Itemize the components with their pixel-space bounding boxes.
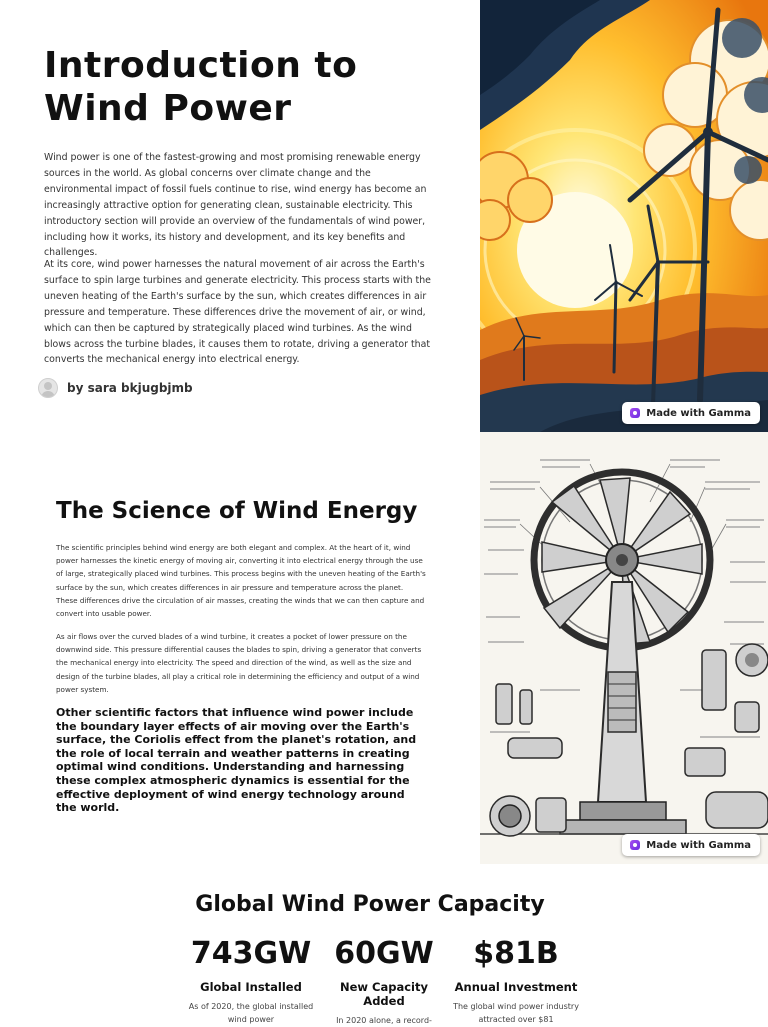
gamma-logo-icon [630, 408, 640, 418]
stat-value: 60GW [334, 936, 434, 971]
stat-label: New Capacity Added [340, 980, 428, 1008]
slide2-paragraph-2: As air flows over the curved blades of a wind turbine, it creates a pocket of lower pressure on the downwind side. This pressure differential causes the blades to spin, driving a generator that converts the mechanical energy into electricity. The speed and direction of the wind, as well as the size and design of the turbine blades, all play a critical role in determining the efficiency and output of a wind power system. [56, 632, 422, 694]
gamma-logo-icon [630, 840, 640, 850]
wind-turbines-illustration [480, 0, 768, 432]
slide1-title [44, 44, 444, 130]
stat-new-capacity [318, 934, 450, 1027]
slide1-title-line1: Introduction to [44, 45, 358, 86]
wind-turbine-schematic-image [480, 432, 768, 864]
stat-value: 743GW [190, 936, 312, 971]
stat-global-installed [185, 934, 317, 1026]
author-name: by sara bkjugbjmb [67, 381, 193, 395]
badge-label: Made with Gamma [646, 407, 751, 419]
badge-label: Made with Gamma [646, 839, 751, 851]
user-avatar-icon [38, 378, 58, 398]
slide1-paragraph-1: Wind power is one of the fastest-growing and most promising renewable energy sources in the world. As global concerns over climate change and the environmental impact of fossil fuels continue to rise, wind energy has become an increasingly attractive option for generating clean, sustainable electricity. This introductory section will provide an overview of the fundamentals of wind power, including how it works, its history and development, and its key benefits and challenges. [44, 152, 427, 259]
stat-description: In 2020 alone, a record- [336, 1016, 432, 1025]
stat-description: The global wind power industry attracted over $81 [453, 1002, 579, 1024]
stat-annual-investment [450, 934, 582, 1026]
stat-label: Annual Investment [454, 980, 578, 994]
slide3-title: Global Wind Power Capacity [195, 892, 545, 917]
author-byline [38, 377, 193, 399]
stat-label: Global Installed [200, 980, 302, 994]
wind-turbines-sunset-image [480, 0, 768, 432]
slide2-bold-paragraph: Other scientific factors that influence wind power include the boundary layer effects of air moving over the Earth's surface, the Coriolis effect from the planet's rotation, and the role of local terrain and weather patterns in creating optimal wind conditions. Understanding and harnessing these complex atmospheric dynamics is essential for the effective deployment of wind energy technology around the world. [56, 706, 417, 815]
slide1-paragraph-2: At its core, wind power harnesses the natural movement of air across the Earth's surface to spin large turbines and generate electricity. This process starts with the uneven heating of the Earth's surface by the sun, which creates differences in air pressure and temperature. These differences drive the movement of air, or wind, which can then be captured by strategically placed wind turbines. As the wind blows across the turbine blades, it causes them to rotate, driving a generator that converts the mechanical energy into electrical energy. [44, 259, 431, 366]
stat-value: $81B [473, 936, 559, 971]
stat-description: As of 2020, the global installed wind power [188, 1002, 314, 1024]
made-with-gamma-badge[interactable] [622, 402, 760, 424]
slide1-title-line2: Wind Power [44, 88, 292, 129]
turbine-schematic-illustration [480, 432, 768, 864]
made-with-gamma-badge[interactable] [622, 834, 760, 856]
slide2-paragraph-1: The scientific principles behind wind energy are both elegant and complex. At the heart of it, wind power harnesses the kinetic energy of moving air, converting it into electrical energy through the use of large, strategically placed wind turbines. This process begins with the uneven heating of the Earth's surface by the sun, which creates differences in air pressure and temperature across the planet. These differences drive the circulation of air masses, creating the winds that we can then capture and convert into usable power. [56, 543, 426, 619]
slide2-title: The Science of Wind Energy [56, 498, 418, 524]
